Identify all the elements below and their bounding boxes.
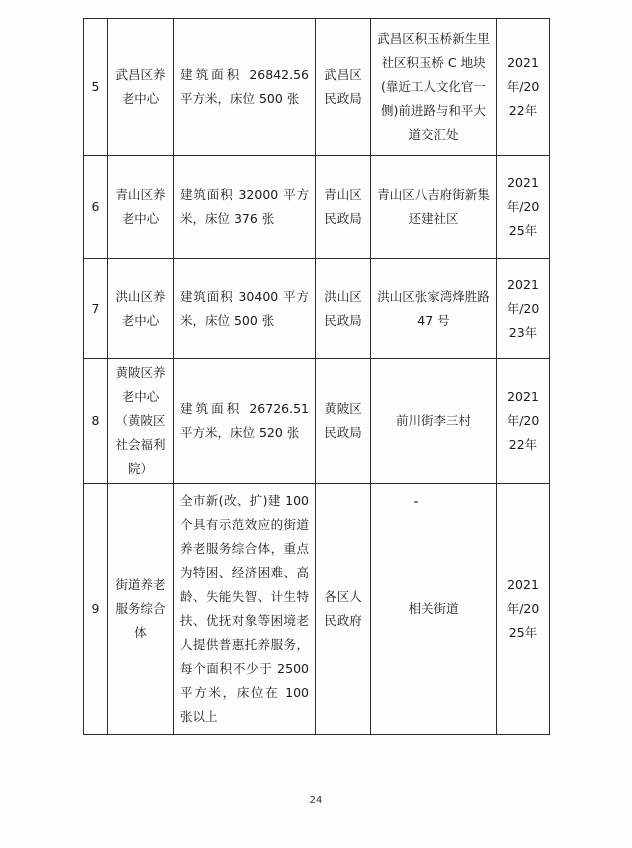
construction-scale: 建筑面积 26842.56 平方米，床位 500 张 — [174, 19, 316, 156]
table-row — [84, 259, 550, 359]
project-name: 洪山区养老中心 — [108, 259, 174, 359]
row-number: 5 — [84, 19, 108, 156]
table-row — [84, 359, 550, 484]
responsible-unit: 青山区民政局 — [316, 156, 371, 259]
row-number: 6 — [84, 156, 108, 259]
construction-scale: 建筑面积 32000 平方米，床位 376 张 — [174, 156, 316, 259]
row-number: 7 — [84, 259, 108, 359]
construction-period: 2021年/2022年 — [497, 359, 550, 484]
page-number: 24 — [309, 795, 323, 806]
project-name: 街道养老服务综合体 — [108, 484, 174, 735]
construction-scale: 建筑面积 26726.51 平方米，床位 520 张 — [174, 359, 316, 484]
construction-period: 2021年/2022年 — [497, 19, 550, 156]
row-number: 8 — [84, 359, 108, 484]
construction-scale: 建筑面积 30400 平方米，床位 500 张 — [174, 259, 316, 359]
project-table — [83, 18, 550, 735]
project-location: 洪山区张家湾烽胜路 47 号 — [371, 259, 497, 359]
project-name: 青山区养老中心 — [108, 156, 174, 259]
project-location: 相关街道 — [371, 484, 497, 735]
responsible-unit: 武昌区民政局 — [316, 19, 371, 156]
project-location: 前川街李三村 — [371, 359, 497, 484]
responsible-unit: 洪山区民政局 — [316, 259, 371, 359]
project-location: 青山区八吉府街新集还建社区 — [371, 156, 497, 259]
construction-scale: 全市新(改、扩)建 100 个具有示范效应的街道养老服务综合体，重点为特困、经济困难、高龄、失能失智、计生特扶、优抚对象等困境老人提供普惠托养服务，每个面积不少于 2500 平方米，床位在 100 张以上 — [174, 484, 316, 735]
construction-period: 2021年/2025年 — [497, 484, 550, 735]
table-row — [84, 484, 550, 735]
responsible-unit: 黄陂区民政局 — [316, 359, 371, 484]
project-name: 武昌区养老中心 — [108, 19, 174, 156]
table-row — [84, 19, 550, 156]
row-number: 9 — [84, 484, 108, 735]
construction-period: 2021年/2025年 — [497, 156, 550, 259]
responsible-unit: 各区人民政府 — [316, 484, 371, 735]
project-name: 黄陂区养老中心（黄陂区社会福利院） — [108, 359, 174, 484]
scan-speck — [414, 501, 418, 503]
project-location: 武昌区积玉桥新生里社区积玉桥 C 地块(靠近工人文化官一侧)前进路与和平大道交汇处 — [371, 19, 497, 156]
construction-period: 2021年/2023年 — [497, 259, 550, 359]
table-row — [84, 156, 550, 259]
